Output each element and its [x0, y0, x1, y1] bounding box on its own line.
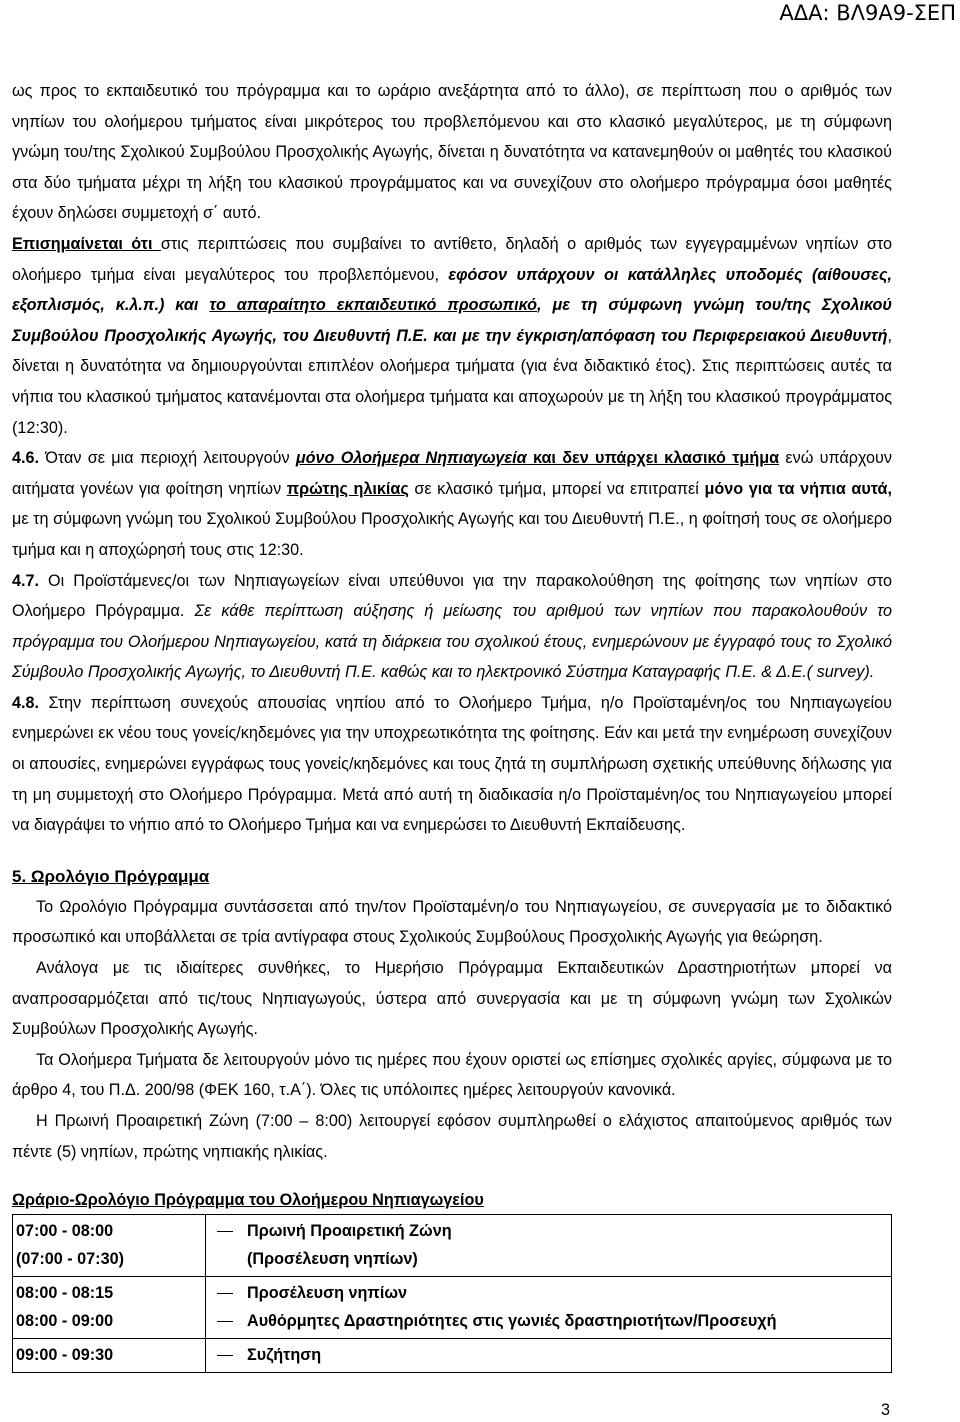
table-row [13, 1277, 892, 1339]
page-number: 3 [880, 1401, 890, 1419]
document-body [12, 76, 892, 1373]
schedule-table [12, 1214, 892, 1373]
table-row [13, 1339, 892, 1373]
section-number: 4.8. [12, 693, 40, 712]
schedule-title: Ωράριο-Ωρολόγιο Πρόγραμμα του Ολοήμερου Νηπιαγωγείου [12, 1191, 484, 1210]
dash-marker: Συζήτηση [209, 1341, 888, 1369]
activity-cell [206, 1277, 892, 1339]
section-number: 4.6. [12, 449, 40, 468]
activity-cell [206, 1339, 892, 1373]
dash-marker: Αυθόρμητες Δραστηριότητες στις γωνιές δραστηριοτήτων/Προσευχή [209, 1307, 888, 1335]
paragraph-4-6: 4.6. Όταν σε μια περιοχή λειτουργούν μόνο Ολοήμερα Νηπιαγωγεία και δεν υπάρχει κλασικό τμήμα ενώ υπάρχουν αιτήματα γονέων για φοίτηση νηπίων πρώτης ηλικίας σε κλασικό τμήμα, μπορεί να επιτραπεί μόνο για τα νήπια αυτά, με τη σύμφωνη γνώμη του Σχολικού Συμβούλου Προσχολικής Αγωγής και του Διευθυντή Π.Ε., η φοίτησή τους σε ολοήμερο τμήμα και η αποχώρησή τους στις 12:30. [12, 449, 892, 559]
staff-emphasis: το απαραίτητο εκπαιδευτικό προσωπικό [209, 296, 537, 315]
paragraph-4-7: 4.7. Οι Προϊστάμενες/οι των Νηπιαγωγείων είναι υπεύθυνοι για την παρακολούθηση της φοίτησης των νηπίων στο Ολοήμερο Πρόγραμμα. Σε κάθε περίπτωση αύξησης ή μείωσης του αριθμού των νηπίων που παρακολουθούν το πρόγραμμα του Ολοήμερου Νηπιαγωγείου, κατά τη διάρκεια του σχολικού έτους, ενημερώνουν με έγγραφό τους το Σχολικό Σύμβουλο Προσχολικής Αγωγής, το Διευθυντή Π.Ε. καθώς και το ηλεκτρονικό Σύστημα Καταγραφής Π.Ε. & Δ.Ε.( survey). [12, 571, 892, 682]
time-cell: 07:00 - 08:00 (07:00 - 07:30) [13, 1215, 206, 1277]
section5-paragraph-1: Το Ωρολόγιο Πρόγραμμα συντάσσεται από την/τον Προϊσταμένη/ο του Νηπιαγωγείου, σε συνεργασία με το διδακτικό προσωπικό και υποβάλλεται σε τρία αντίγραφα στους Σχολικούς Συμβούλους Προσχολικής Αγωγής για θεώρηση. [12, 897, 892, 947]
paragraph-continuation: ως προς το εκπαιδευτικό του πρόγραμμα και το ωράριο ανεξάρτητα από το άλλο), σε περίπτωση που ο αριθμός των νηπίων του ολοήμερου τμήματος είναι μικρότερος του προβλεπόμενου και στο κλασικό μεγαλύτερος, με τη σύμφωνη γνώμη του/της Σχολικού Συμβούλου Προσχολικής Αγωγής, δίνεται η δυνατότητα να κατανεμηθούν οι μαθητές του κλασικού στα δύο τμήματα μέχρι τη λήξη του κλασικού προγράμματος και να συνεχίζουν στο ολοήμερο πρόγραμμα όσοι μαθητές έχουν δηλώσει συμμετοχή σ΄ αυτό. [12, 82, 892, 223]
time-cell: 09:00 - 09:30 [13, 1339, 206, 1373]
dash-marker: Προσέλευση νηπίων [209, 1279, 888, 1307]
section5-paragraph-4: Η Πρωινή Προαιρετική Ζώνη (7:00 – 8:00) λειτουργεί εφόσον συμπληρωθεί ο ελάχιστος απαιτούμενος αριθμός των πέντε (5) νηπίων, πρώτης νηπιακής ηλικίας. [12, 1112, 892, 1161]
section5-paragraph-2: Ανάλογα με τις ιδιαίτερες συνθήκες, το Ημερήσιο Πρόγραμμα Εκπαιδευτικών Δραστηριοτήτων μπορεί να αναπροσαρμόζεται από τις/τους Νηπιαγωγούς, ύστερα από συνεργασία και με τη σύμφωνη γνώμη των Σχολικών Συμβούλων Προσχολικής Αγωγής. [12, 959, 892, 1039]
time-cell: 08:00 - 08:15 08:00 - 09:00 [13, 1277, 206, 1339]
section5-paragraph-3: Τα Ολοήμερα Τμήματα δε λειτουργούν μόνο τις ημέρες που έχουν οριστεί ως επίσημες σχολικές αργίες, σύμφωνα με το άρθρο 4, του Π.Δ. 200/98 (ΦΕΚ 160, τ.Α΄). Όλες τις υπόλοιπες ημέρες λειτουργούν κανονικά. [12, 1050, 892, 1100]
paragraph-4-8: 4.8. Στην περίπτωση συνεχούς απουσίας νηπίου από το Ολοήμερο Τμήμα, η/ο Προϊσταμένη/ος του Νηπιαγωγείου ενημερώνει εκ νέου τους γονείς/κηδεμόνες για την υποχρεωτικότητα της φοίτησης. Εάν και μετά την ενημέρωση συνεχίζουν οι απουσίες, ενημερώνει εγγράφως τους γονείς/κηδεμόνες και τους ζητά τη συμπλήρωση σχετικής υπεύθυνης δήλωσης για τη μη συμμετοχή στο Ολοήμερο Πρόγραμμα. Μετά από αυτή τη διαδικασία η/ο Προϊσταμένη/ος του Νηπιαγωγείου μπορεί να διαγράψει το νήπιο από το Ολοήμερο Τμήμα και να ενημερώσει το Διευθυντή Εκπαίδευσης. [12, 693, 892, 835]
paragraph-note: Επισημαίνεται ότι στις περιπτώσεις που συμβαίνει το αντίθετο, δηλαδή ο αριθμός των εγγεγραμμένων νηπίων στο ολοήμερο τμήμα είναι μεγαλύτερος του προβλεπόμενου, εφόσον υπάρχουν οι κατάλληλες υποδομές (αίθουσες, εξοπλισμός, κ.λ.π.) και το απαραίτητο εκπαιδευτικό προσωπικό, με τη σύμφωνη γνώμη του/της Σχολικού Συμβούλου Προσχολικής Αγωγής, του Διευθυντή Π.Ε. και με την έγκριση/απόφαση του Περιφερειακού Διευθυντή, δίνεται η δυνατότητα να δημιουργούνται επιπλέον ολοήμερα τμήματα (για ένα διδακτικό έτος). Στις περιπτώσεις αυτές τα νήπια του κλασικού τμήματος κατανέμονται στα ολοήμερα τμήματα και αποχωρούν με τη λήξη του κλασικού προγράμματος (12:30). [12, 234, 893, 437]
ada-code: ΑΔΑ: ΒΛ9Α9-ΣΕΠ [779, 1, 956, 25]
dash-marker: Πρωινή Προαιρετική Ζώνη [209, 1217, 888, 1245]
section-number: 4.7. [12, 571, 40, 590]
table-row [13, 1215, 892, 1277]
activity-cell: Πρωινή Προαιρετική Ζώνη (Προσέλευση νηπίων) [206, 1215, 892, 1277]
note-lead: Επισημαίνεται ότι [12, 234, 161, 253]
section-heading: 5. Ωρολόγιο Πρόγραμμα [12, 866, 210, 886]
